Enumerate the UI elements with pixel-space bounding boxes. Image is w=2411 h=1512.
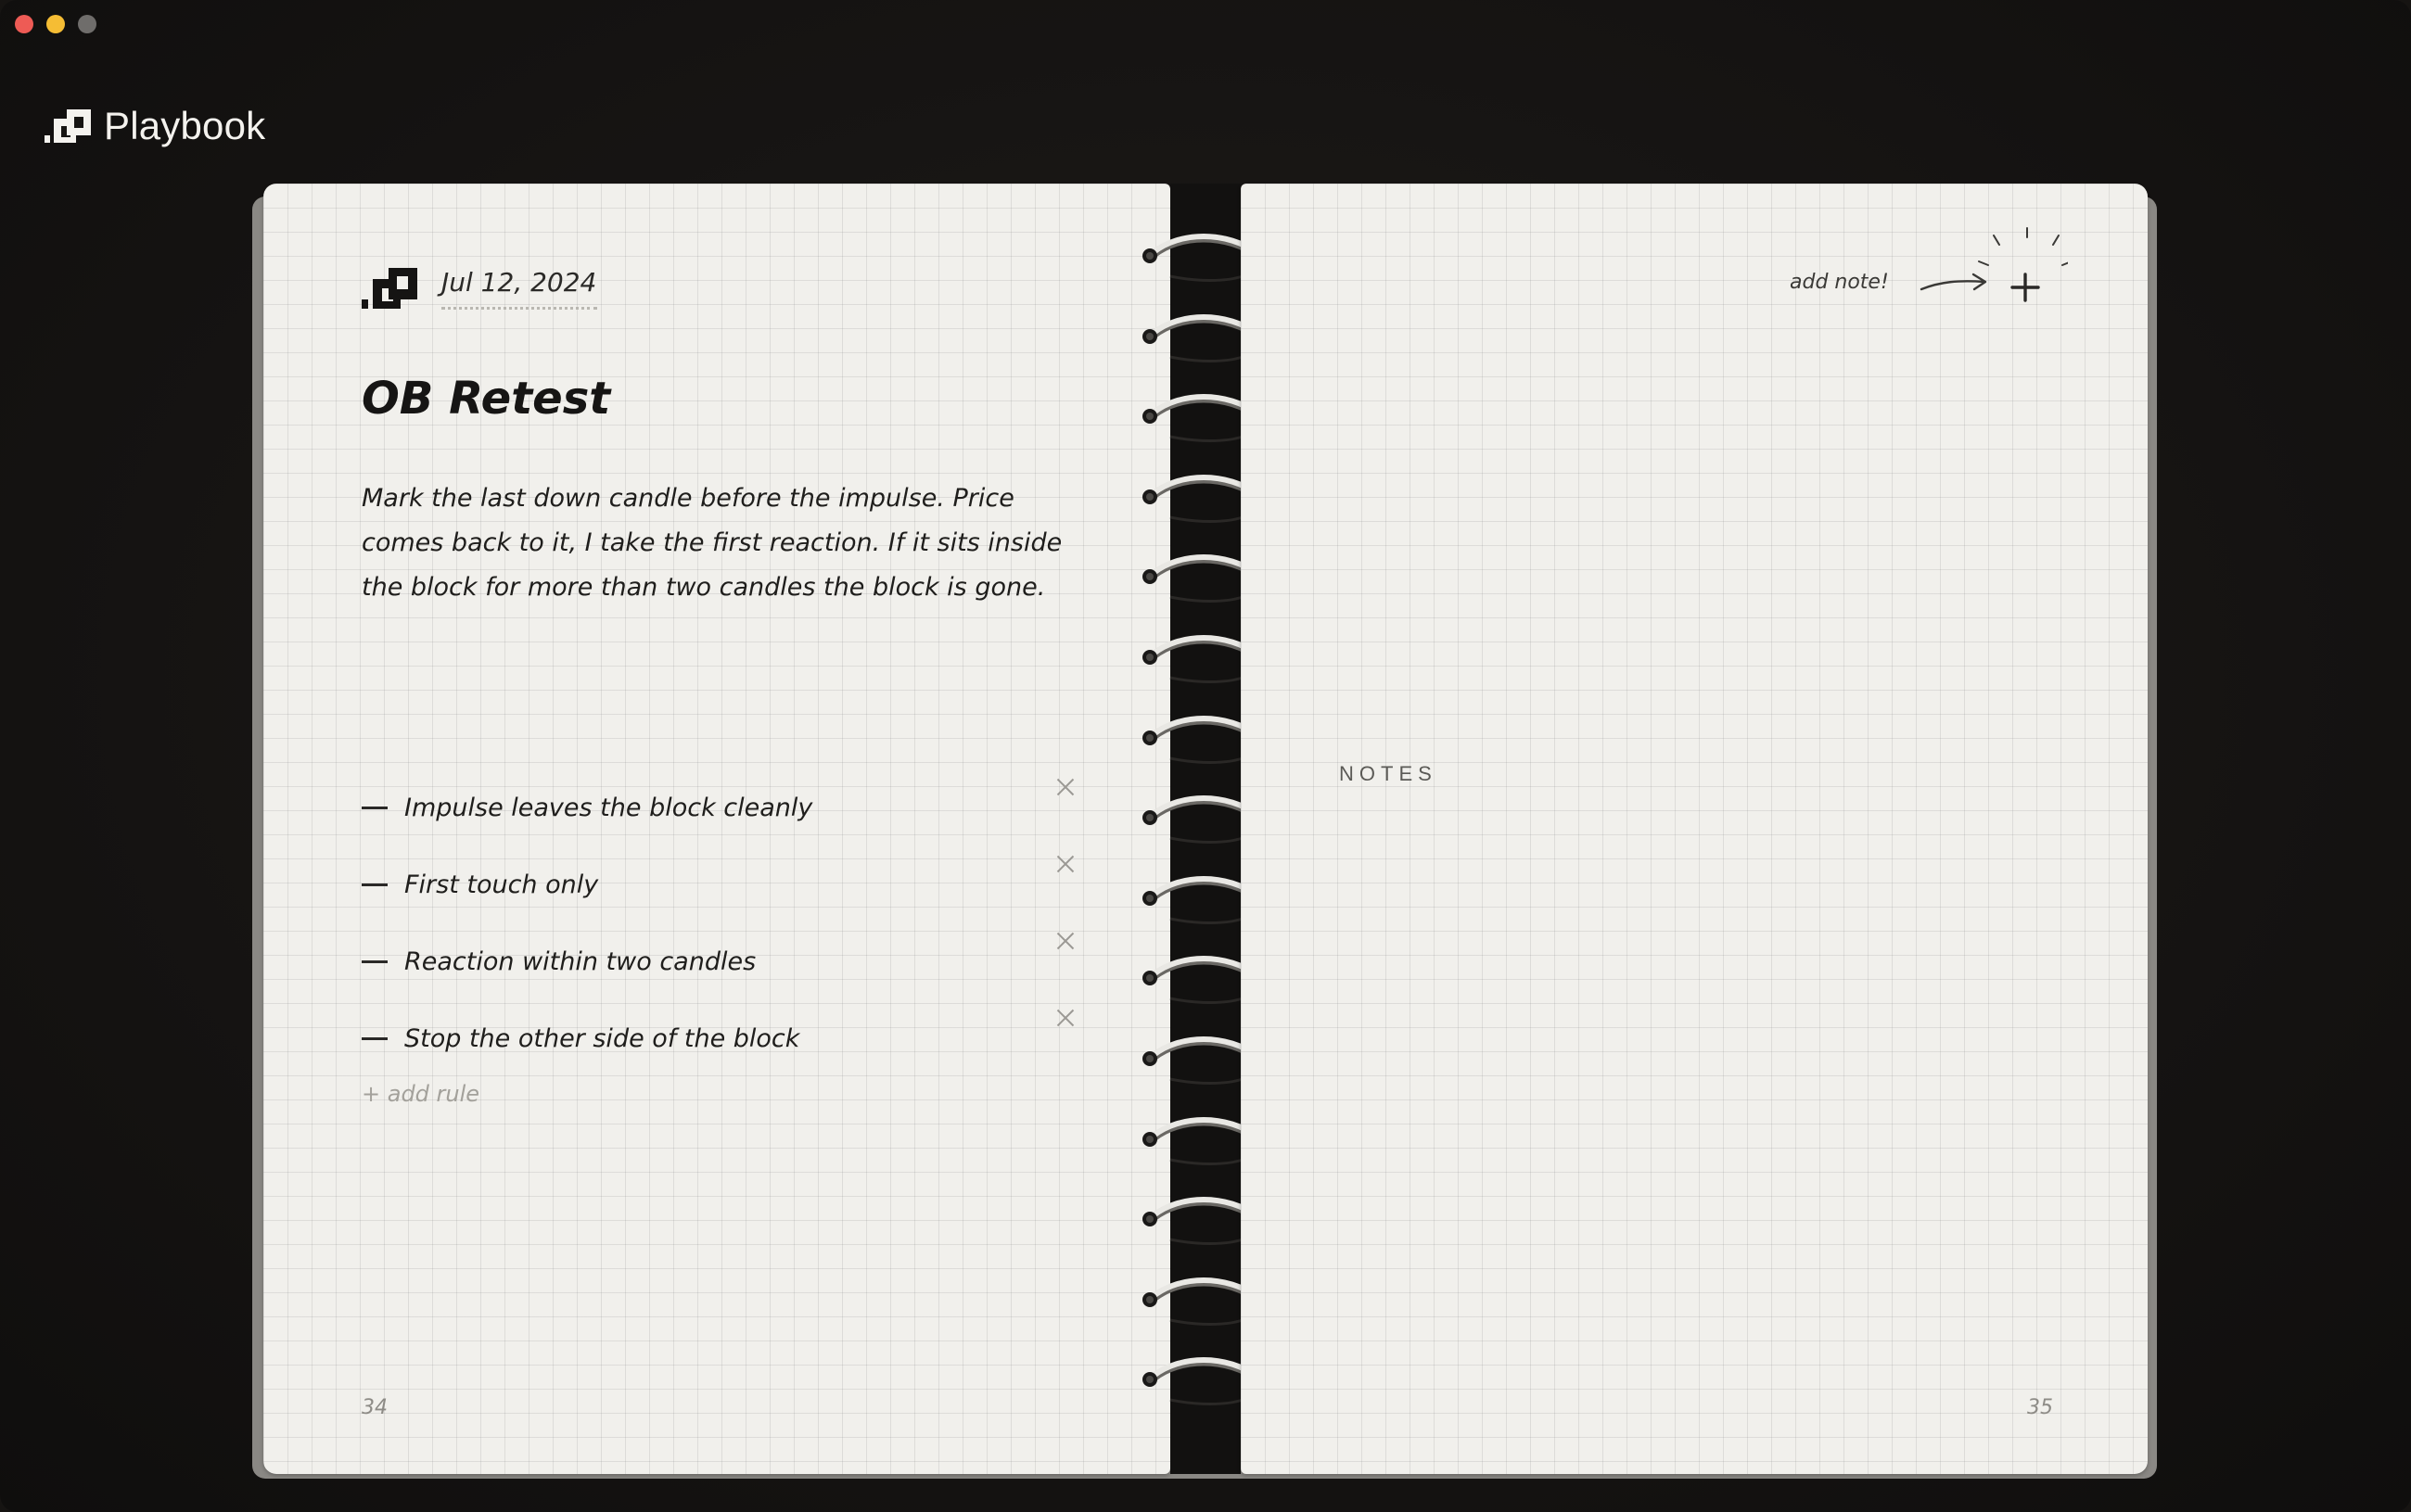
close-icon[interactable] xyxy=(1055,777,1076,797)
left-page-number: 34 xyxy=(362,1396,388,1419)
dash-icon xyxy=(362,1037,388,1040)
minimize-window-button[interactable] xyxy=(46,15,65,33)
rule-item xyxy=(362,1000,1076,1077)
dash-icon xyxy=(362,960,388,963)
app-brand xyxy=(45,104,265,148)
rule-text[interactable]: Reaction within two candles xyxy=(404,947,757,976)
rule-text[interactable]: Impulse leaves the block cleanly xyxy=(404,794,813,822)
rules-list xyxy=(362,769,1076,1077)
right-page xyxy=(1241,184,2148,1474)
close-icon[interactable] xyxy=(1055,931,1076,951)
app-name: Playbook xyxy=(104,104,266,147)
plus-icon xyxy=(2012,274,2038,300)
rule-item xyxy=(362,923,1076,1000)
entry-title[interactable]: OB Retest xyxy=(362,373,611,425)
window-controls xyxy=(15,15,96,33)
add-note-hint: add note! xyxy=(1790,271,1889,294)
close-icon[interactable] xyxy=(1055,854,1076,874)
rule-text[interactable]: First touch only xyxy=(404,870,599,899)
close-icon[interactable] xyxy=(1055,1008,1076,1028)
entry-header xyxy=(362,267,597,310)
entry-description[interactable]: Mark the last down candle before the impulse. Price comes back to it, I take the first reaction. If it sits inside the block for more than two candles the block is gone. xyxy=(362,484,1063,602)
rule-item xyxy=(362,769,1076,846)
rule-item xyxy=(362,846,1076,923)
add-note-button[interactable] xyxy=(1957,219,2068,311)
playbook-logo-icon xyxy=(45,109,91,143)
sparkle-icon xyxy=(1979,228,2068,265)
dash-icon xyxy=(362,807,388,809)
close-window-button[interactable] xyxy=(15,15,33,33)
entry-date[interactable]: Jul 12, 2024 xyxy=(441,267,597,310)
playbook-logo-icon xyxy=(362,268,417,309)
rule-text[interactable]: Stop the other side of the block xyxy=(404,1024,800,1053)
add-rule-button[interactable]: + add rule xyxy=(362,1081,480,1107)
maximize-window-button[interactable] xyxy=(78,15,96,33)
notes-section-label: NOTES xyxy=(1339,762,1437,785)
dash-icon xyxy=(362,883,388,886)
right-page-number: 35 xyxy=(2027,1396,2053,1419)
